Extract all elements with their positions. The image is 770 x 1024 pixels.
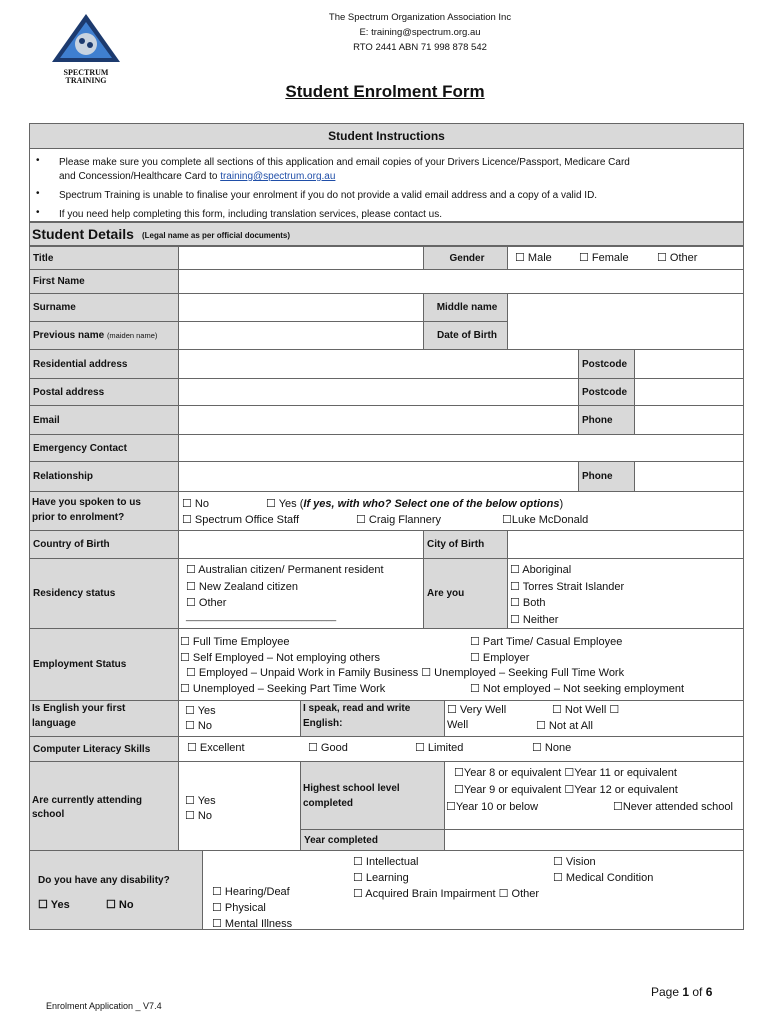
phone-label: Phone [578, 405, 635, 435]
middle-name-label: Middle name [423, 293, 508, 322]
surname-input[interactable] [178, 293, 424, 322]
dis-medical-checkbox[interactable]: ☐ Medical Condition [553, 872, 654, 884]
highest-level-label-box [300, 761, 445, 830]
speak-label-1: I speak, read and write [303, 703, 411, 714]
hs-year-10-checkbox[interactable]: ☐Year 10 or below [446, 801, 539, 813]
school-label-1: Are currently attending [32, 795, 143, 806]
email-input[interactable] [178, 405, 579, 435]
postal-address-label: Postal address [29, 378, 179, 406]
logo-triangle-icon [50, 12, 122, 64]
highest-level-label-1: Highest school level [303, 783, 400, 794]
school-label-2: school [32, 809, 65, 820]
org-rto: RTO 2441 ABN 71 998 878 542 [353, 42, 487, 53]
english-label-2: language [32, 718, 76, 729]
hs-year-9-12-checkbox[interactable]: ☐Year 9 or equivalent ☐Year 12 or equivalent [454, 784, 678, 796]
emergency-phone-label: Phone [578, 461, 635, 492]
previous-name-label: Previous name (maiden name) [29, 321, 179, 350]
gender-other-checkbox[interactable]: ☐ Other [657, 252, 698, 264]
residency-nz-checkbox[interactable]: ☐ New Zealand citizen [186, 581, 298, 593]
city-of-birth-input[interactable] [507, 530, 744, 559]
spoken-office-checkbox[interactable]: ☐ Spectrum Office Staff [182, 514, 300, 526]
instruction-1a: Please make sure you complete all sections of this application and email copies of your Drivers Licence/Passport, Medicare Card [59, 157, 630, 168]
dis-physical-checkbox[interactable]: ☐ Physical [212, 902, 266, 914]
student-details-subheading: (Legal name as per official documents) [142, 231, 291, 240]
org-name: The Spectrum Organization Association Inc [328, 12, 512, 23]
are-you-neither-checkbox[interactable]: ☐ Neither [510, 614, 559, 626]
dis-mental-checkbox[interactable]: ☐ Mental Illness [212, 918, 293, 930]
student-details-heading: Student Details [32, 226, 134, 242]
bullet-icon: • [36, 155, 40, 166]
first-name-label: First Name [29, 269, 179, 294]
emp-unpaid-unemployed-ft-checkbox[interactable]: ☐ Employed – Unpaid Work in Family Business ☐ Unemployed – Seeking Full Time Work [186, 667, 625, 679]
emp-unemployed-pt-checkbox[interactable]: ☐ Unemployed – Seeking Part Time Work [180, 683, 386, 695]
student-details-heading-box [29, 222, 744, 246]
emergency-phone-input[interactable] [634, 461, 744, 492]
postal-postcode-input[interactable] [634, 378, 744, 406]
spoken-luke-checkbox[interactable]: ☐Luke McDonald [502, 514, 589, 526]
are-you-tsi-checkbox[interactable]: ☐ Torres Strait Islander [510, 581, 625, 593]
first-name-input[interactable] [178, 269, 744, 294]
instructions-heading-box [29, 123, 744, 149]
logo-text: SPECTRUM TRAINING [63, 68, 109, 85]
speak-very-well-checkbox[interactable]: ☐ Very Well [447, 704, 507, 716]
dis-vision-checkbox[interactable]: ☐ Vision [553, 856, 596, 868]
cl-none-checkbox[interactable]: ☐ None [532, 742, 572, 754]
spoken-no-checkbox[interactable]: ☐ No [182, 498, 209, 510]
form-title: Student Enrolment Form [285, 82, 485, 101]
speak-not-well-checkbox[interactable]: ☐ Not Well ☐ [552, 704, 620, 716]
emp-full-time-checkbox[interactable]: ☐ Full Time Employee [180, 636, 290, 648]
gender-female-checkbox[interactable]: ☐ Female [579, 252, 629, 264]
emp-part-time-checkbox[interactable]: ☐ Part Time/ Casual Employee [470, 636, 623, 648]
org-email: E: training@spectrum.org.au [359, 27, 481, 38]
residential-address-label: Residential address [29, 349, 179, 379]
speak-not-at-all-checkbox[interactable]: ☐ Not at All [536, 720, 593, 732]
training-email-link[interactable]: training@spectrum.org.au [220, 171, 336, 182]
dis-abi-other-checkbox[interactable]: ☐ Acquired Brain Impairment ☐ Other [353, 888, 540, 900]
spoken-craig-checkbox[interactable]: ☐ Craig Flannery [356, 514, 442, 526]
cl-excellent-checkbox[interactable]: ☐ Excellent [187, 742, 245, 754]
residency-other-line[interactable]: ______________________________ [186, 611, 337, 621]
employment-status-label: Employment Status [29, 628, 179, 701]
school-no-checkbox[interactable]: ☐ No [185, 810, 212, 822]
instruction-3: If you need help completing this form, including translation services, please contact us. [59, 209, 442, 220]
cl-good-checkbox[interactable]: ☐ Good [308, 742, 348, 754]
cl-limited-checkbox[interactable]: ☐ Limited [415, 742, 464, 754]
res-postcode-input[interactable] [634, 349, 744, 379]
relationship-input[interactable] [178, 461, 579, 492]
residential-address-input[interactable] [178, 349, 579, 379]
school-label-box [29, 761, 179, 851]
residency-status-label: Residency status [29, 558, 179, 629]
speak-well-label: Well [447, 719, 469, 731]
emp-self-employed-checkbox[interactable]: ☐ Self Employed – Not employing others [180, 652, 381, 664]
country-of-birth-input[interactable] [178, 530, 424, 559]
previous-name-input[interactable] [178, 321, 424, 350]
relationship-label: Relationship [29, 461, 179, 492]
instruction-2: Spectrum Training is unable to finalise your enrolment if you do not provide a valid email address and a copy of a valid ID. [59, 190, 598, 201]
gender-male-checkbox[interactable]: ☐ Male [515, 252, 552, 264]
dob-label: Date of Birth [423, 321, 508, 350]
english-no-checkbox[interactable]: ☐ No [185, 720, 212, 732]
postal-address-input[interactable] [178, 378, 579, 406]
emergency-contact-label: Emergency Contact [29, 434, 179, 462]
highest-level-label-2: completed [303, 798, 354, 809]
dis-hearing-checkbox[interactable]: ☐ Hearing/Deaf [212, 886, 290, 898]
emp-employer-checkbox[interactable]: ☐ Employer [470, 652, 530, 664]
postal-postcode-label: Postcode [578, 378, 635, 406]
dis-intellectual-checkbox[interactable]: ☐ Intellectual [353, 856, 419, 868]
residency-citizen-checkbox[interactable]: ☐ Australian citizen/ Permanent resident [186, 564, 384, 576]
spoken-yes-checkbox[interactable]: ☐ Yes (If yes, with who? Select one of the below options) [266, 498, 564, 510]
page-number: Page 1 of 6 [651, 985, 713, 999]
disability-label: Do you have any disability? [38, 875, 170, 886]
english-yes-checkbox[interactable]: ☐ Yes [185, 705, 216, 717]
title-input[interactable] [178, 246, 424, 270]
bullet-icon: • [36, 188, 40, 199]
phone-input[interactable] [634, 405, 744, 435]
emergency-contact-input[interactable] [178, 434, 744, 462]
disability-label-box [29, 850, 203, 930]
emp-not-employed-checkbox[interactable]: ☐ Not employed – Not seeking employment [470, 683, 685, 695]
country-of-birth-label: Country of Birth [29, 530, 179, 559]
disability-yes-checkbox[interactable]: ☐ Yes [38, 899, 70, 911]
res-postcode-label: Postcode [578, 349, 635, 379]
bullet-icon: • [36, 207, 40, 218]
version-label: Enrolment Application _ V7.4 [46, 1001, 162, 1011]
spoken-label-1: Have you spoken to us [32, 497, 141, 508]
gender-label: Gender [423, 246, 508, 270]
middle-name-input[interactable] [507, 293, 744, 350]
are-you-label: Are you [423, 558, 508, 629]
dis-learning-checkbox[interactable]: ☐ Learning [353, 872, 409, 884]
are-you-aboriginal-checkbox[interactable]: ☐ Aboriginal [510, 564, 572, 576]
year-completed-label: Year completed [300, 829, 445, 851]
are-you-both-checkbox[interactable]: ☐ Both [510, 597, 546, 609]
residency-other-checkbox[interactable]: ☐ Other [186, 597, 227, 609]
title-label: Title [29, 246, 179, 270]
disability-no-checkbox[interactable]: ☐ No [106, 899, 134, 911]
speak-label-2: English: [303, 718, 343, 729]
english-label-1: Is English your first [32, 703, 126, 714]
hs-never-attended-checkbox[interactable]: ☐Never attended school [613, 801, 733, 813]
instructions-heading: Student Instructions [328, 129, 445, 143]
spoken-label-2: prior to enrolment? [32, 512, 125, 523]
school-yes-checkbox[interactable]: ☐ Yes [185, 795, 216, 807]
hs-year-8-11-checkbox[interactable]: ☐Year 8 or equivalent ☐Year 11 or equivalent [454, 767, 677, 779]
year-completed-input[interactable] [444, 829, 744, 851]
logo [50, 12, 122, 85]
instruction-1b: and Concession/Healthcare Card to training@spectrum.org.au [59, 171, 336, 182]
computer-literacy-label: Computer Literacy Skills [29, 736, 179, 762]
email-label: Email [29, 405, 179, 435]
surname-label: Surname [29, 293, 179, 322]
city-of-birth-label: City of Birth [423, 530, 508, 559]
